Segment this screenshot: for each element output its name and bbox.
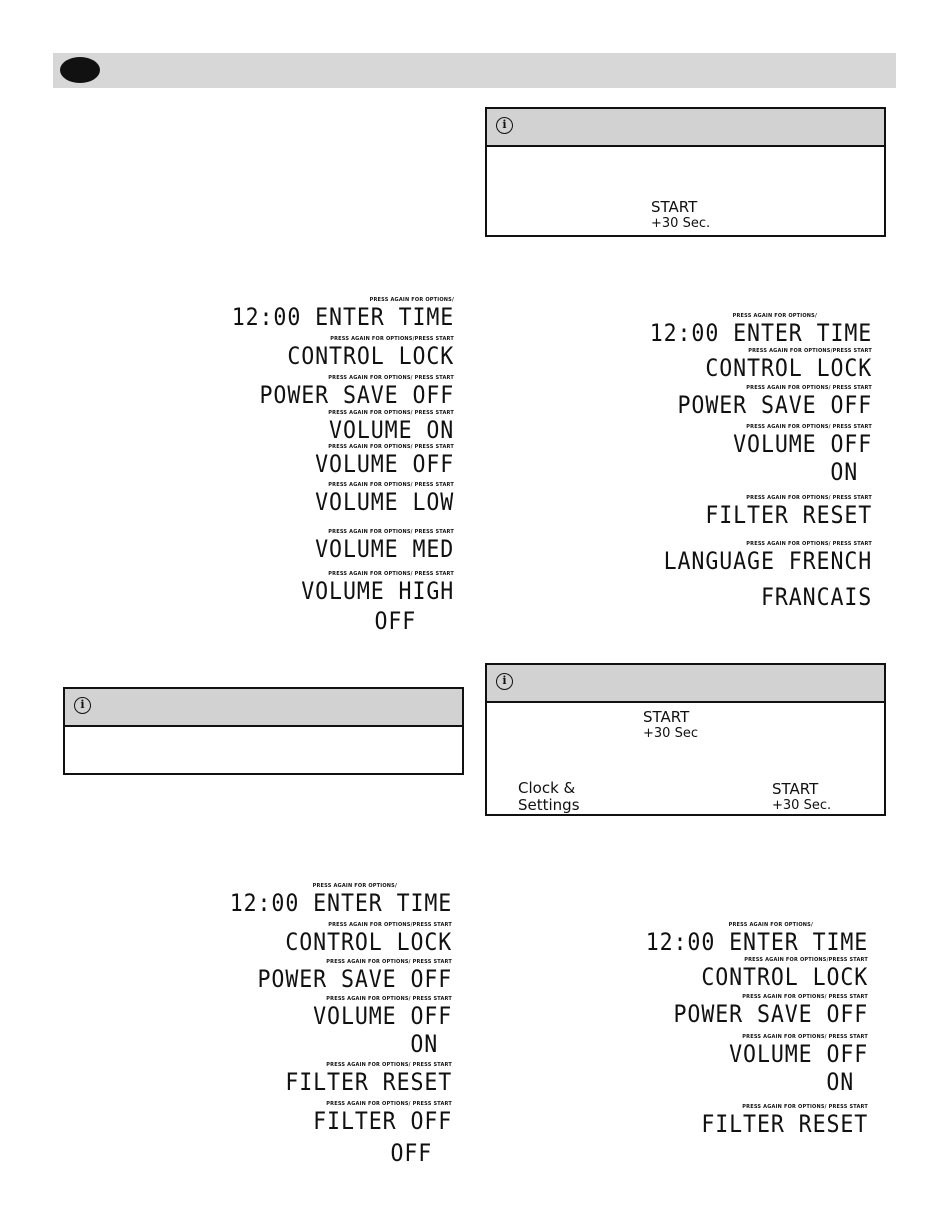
plus-30-sec-label: +30 Sec. xyxy=(651,216,711,231)
lcd-sequence-upper-left xyxy=(207,297,454,635)
lcd-volume-off: VOLUME OFF xyxy=(732,430,872,458)
hint-label: PRESS AGAIN FOR OPTIONS/PRESS START xyxy=(328,922,452,928)
lcd-volume-low: VOLUME LOW xyxy=(314,488,454,516)
lcd-power-save-off: POWER SAVE OFF xyxy=(257,965,452,993)
start-label: START xyxy=(651,198,698,216)
plus-30-sec-label: +30 Sec. xyxy=(772,798,832,813)
lcd-power-save-off: POWER SAVE OFF xyxy=(673,1000,868,1028)
hint-label: PRESS AGAIN FOR OPTIONS/ PRESS START xyxy=(326,1062,452,1068)
hint-label: PRESS AGAIN FOR OPTIONS/ PRESS START xyxy=(742,1104,868,1110)
lcd-sequence-upper-right xyxy=(625,313,872,611)
hint-label: PRESS AGAIN FOR OPTIONS/ PRESS START xyxy=(328,482,454,488)
hint-label: PRESS AGAIN FOR OPTIONS/ PRESS START xyxy=(746,385,872,391)
hint-label: PRESS AGAIN FOR OPTIONS/ PRESS START xyxy=(328,375,454,381)
info-note-top-right xyxy=(485,107,886,237)
hint-label: PRESS AGAIN FOR OPTIONS/ PRESS START xyxy=(746,495,872,501)
hint-label: PRESS AGAIN FOR OPTIONS/ PRESS START xyxy=(742,994,868,1000)
plus-30-sec-label: +30 Sec xyxy=(643,726,698,741)
info-icon: i xyxy=(496,673,513,690)
info-icon: i xyxy=(496,117,513,134)
lcd-power-save-off: POWER SAVE OFF xyxy=(259,381,454,409)
hint-label: PRESS AGAIN FOR OPTIONS/PRESS START xyxy=(744,957,868,963)
note-header xyxy=(487,109,884,147)
lcd-language-french: LANGUAGE FRENCH xyxy=(663,547,872,575)
lcd-on: ON xyxy=(410,1030,438,1058)
hint-label: PRESS AGAIN FOR OPTIONS/ PRESS START xyxy=(326,996,452,1002)
hint-label: PRESS AGAIN FOR OPTIONS/ PRESS START xyxy=(328,410,454,416)
hint-label: PRESS AGAIN FOR OPTIONS/ PRESS START xyxy=(746,424,872,430)
lcd-on: ON xyxy=(826,1068,854,1096)
hint-label: PRESS AGAIN FOR OPTIONS/ PRESS START xyxy=(742,1034,868,1040)
lcd-filter-off: FILTER OFF xyxy=(312,1107,452,1135)
lcd-filter-reset: FILTER RESET xyxy=(285,1068,452,1096)
lcd-power-save-off: POWER SAVE OFF xyxy=(677,391,872,419)
lcd-volume-off: VOLUME OFF xyxy=(314,450,454,478)
hint-label: PRESS AGAIN FOR OPTIONS/ PRESS START xyxy=(328,571,454,577)
hint-label: PRESS AGAIN FOR OPTIONS/ PRESS START xyxy=(746,541,872,547)
note-header xyxy=(487,665,884,703)
lcd-filter-reset: FILTER RESET xyxy=(705,501,872,529)
hint-label: PRESS AGAIN FOR OPTIONS/PRESS START xyxy=(330,336,454,342)
lcd-control-lock: CONTROL LOCK xyxy=(285,928,452,956)
lcd-volume-off: VOLUME OFF xyxy=(312,1002,452,1030)
hint-label: PRESS AGAIN FOR OPTIONS/ xyxy=(312,883,397,889)
hint-label: PRESS AGAIN FOR OPTIONS/PRESS START xyxy=(748,348,872,354)
info-icon: i xyxy=(74,697,91,714)
info-note-mid-right xyxy=(485,663,886,816)
clock-settings-label: Clock & Settings xyxy=(518,779,580,814)
lcd-control-lock: CONTROL LOCK xyxy=(705,354,872,382)
lcd-sequence-lower-right xyxy=(621,922,868,1138)
lcd-francais: FRANCAIS xyxy=(760,583,872,611)
start-label: START xyxy=(772,780,819,798)
hint-label: PRESS AGAIN FOR OPTIONS/ PRESS START xyxy=(328,444,454,450)
lcd-filter-reset: FILTER RESET xyxy=(701,1110,868,1138)
note-header xyxy=(65,689,462,727)
hint-label: PRESS AGAIN FOR OPTIONS/ xyxy=(728,922,813,928)
start-label: START xyxy=(643,708,690,726)
section-header-bar xyxy=(53,53,896,88)
lcd-enter-time: 12:00 ENTER TIME xyxy=(229,889,452,917)
lcd-enter-time: 12:00 ENTER TIME xyxy=(645,928,868,956)
hint-label: PRESS AGAIN FOR OPTIONS/ xyxy=(369,297,454,303)
lcd-volume-high: VOLUME HIGH xyxy=(301,577,454,605)
lcd-off: OFF xyxy=(390,1139,432,1167)
hint-label: PRESS AGAIN FOR OPTIONS/ PRESS START xyxy=(326,959,452,965)
hint-label: PRESS AGAIN FOR OPTIONS/ PRESS START xyxy=(326,1101,452,1107)
hint-label: PRESS AGAIN FOR OPTIONS/ PRESS START xyxy=(328,529,454,535)
lcd-on: ON xyxy=(830,458,858,486)
lcd-control-lock: CONTROL LOCK xyxy=(701,963,868,991)
lcd-volume-med: VOLUME MED xyxy=(314,535,454,563)
hint-label: PRESS AGAIN FOR OPTIONS/ xyxy=(732,313,817,319)
lcd-control-lock: CONTROL LOCK xyxy=(287,342,454,370)
section-marker-oval xyxy=(60,57,100,83)
lcd-sequence-lower-left xyxy=(205,883,452,1167)
lcd-enter-time: 12:00 ENTER TIME xyxy=(231,303,454,331)
info-note-left xyxy=(63,687,464,775)
lcd-volume-on: VOLUME ON xyxy=(328,416,454,444)
lcd-off: OFF xyxy=(374,607,416,635)
lcd-enter-time: 12:00 ENTER TIME xyxy=(649,319,872,347)
lcd-volume-off: VOLUME OFF xyxy=(728,1040,868,1068)
